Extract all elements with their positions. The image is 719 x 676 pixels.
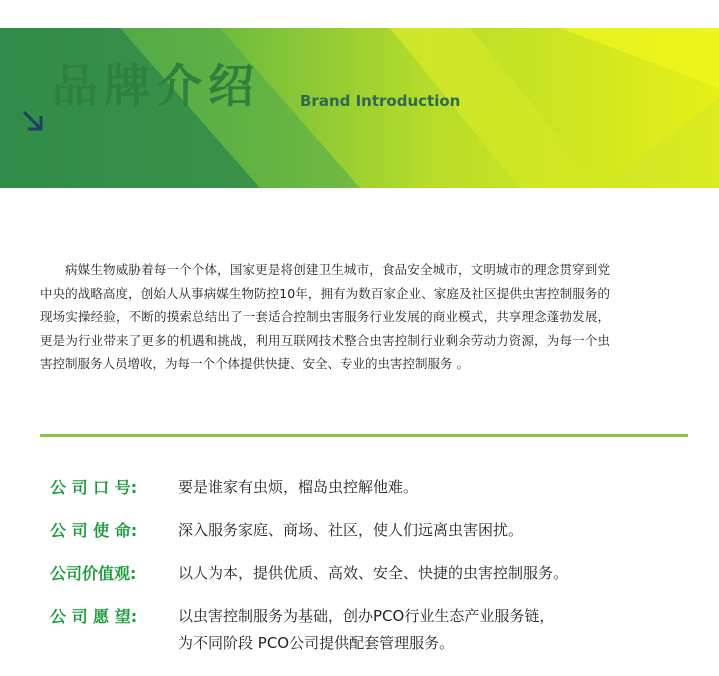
mission-label: 公 司 使 命: — [50, 521, 138, 540]
vision-value — [178, 603, 554, 657]
vision-text-line-1: 以虫害控制服务为基础，创办PCO行业生态产业服务链， — [178, 607, 555, 625]
info-row-values — [50, 560, 690, 587]
page-title: 品牌介绍 — [52, 59, 260, 113]
slogan-text: 要是谁家有虫烦，榴岛虫控解他难。 — [178, 478, 419, 496]
slogan-label: 公 司 口 号: — [50, 478, 138, 497]
values-text: 以人为本，提供优质、高效、安全、快捷的虫害控制服务。 — [178, 564, 569, 582]
vision-text-line-2: 为不同阶段 PCO公司提供配套管理服务。 — [178, 634, 455, 652]
values-value — [178, 560, 568, 587]
info-row-vision — [50, 603, 690, 657]
vision-label: 公 司 愿 望: — [50, 607, 138, 626]
page-subtitle-en: Brand Introduction — [300, 92, 461, 110]
section-divider — [40, 434, 688, 437]
values-label: 公司价值观: — [50, 564, 137, 583]
mission-text: 深入服务家庭、商场、社区，使人们远离虫害困扰。 — [178, 521, 524, 539]
mission-value — [178, 517, 523, 544]
intro-section — [40, 258, 610, 376]
info-row-mission — [50, 517, 690, 544]
arrow-down-right-icon — [20, 108, 46, 134]
slogan-value — [178, 474, 418, 501]
intro-paragraph: 病媒生物威胁着每一个个体，国家更是将创建卫生城市，食品安全城市，文明城市的理念贯穿到党中央的战略高度，创始人从事病媒生物防控10年，拥有为数百家企业、家庭及社区提供虫害控制服务的现场实操经验，不断的摸索总结出了一套适合控制虫害服务行业发展的商业模式，共享理念蓬勃发展，更是为行业带来了更多的机遇和挑战，利用互联网技术整合虫害控制行业剩余劳动力资源，为每一个虫害控制服务人员增收，为每一个个体提供快捷、安全、专业的虫害控制服务 。 — [40, 262, 610, 371]
company-info-list — [50, 474, 690, 673]
info-row-slogan — [50, 474, 690, 501]
